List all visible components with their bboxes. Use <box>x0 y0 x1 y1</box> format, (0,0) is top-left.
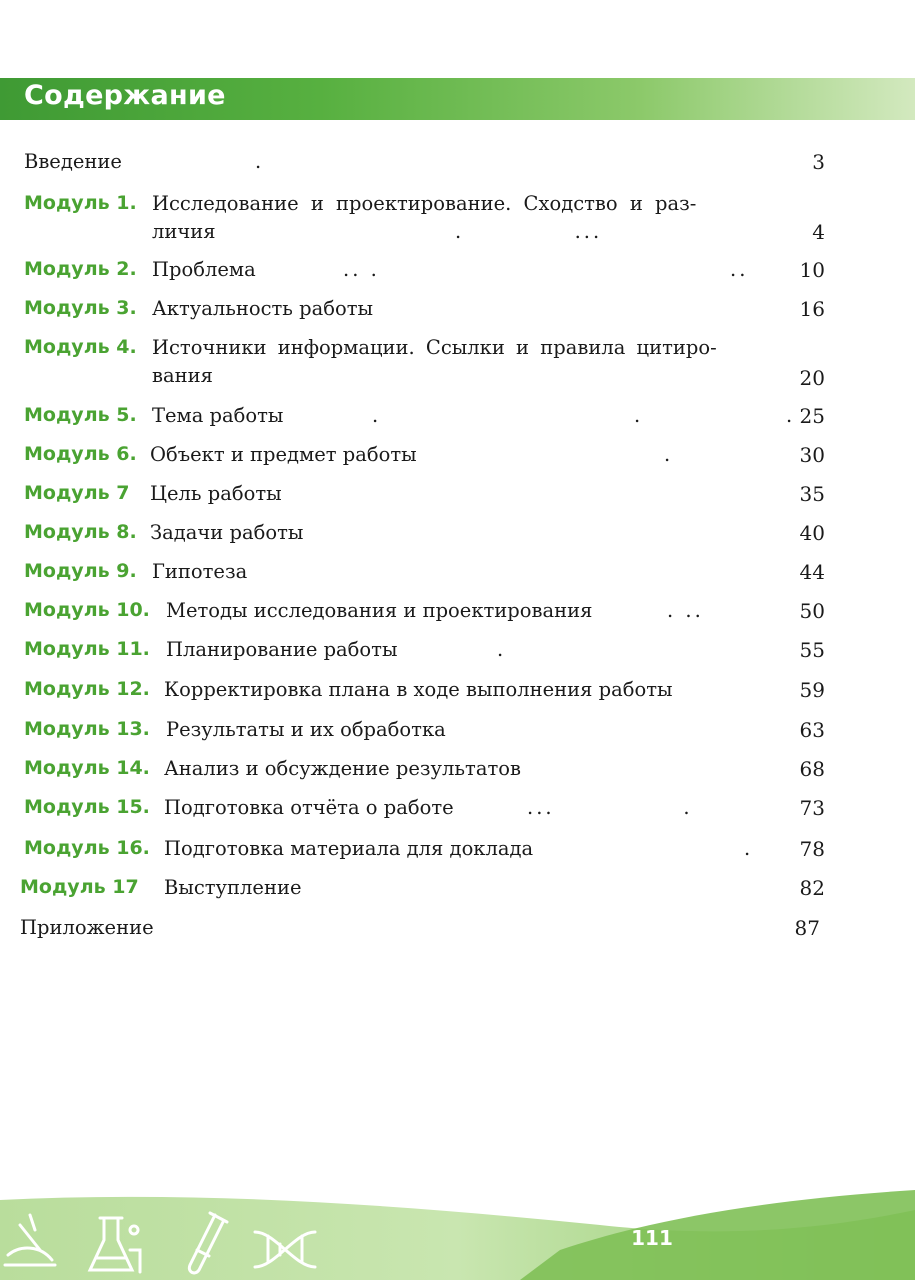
page-number: 111 <box>631 1226 673 1250</box>
module-label: Модуль 8. <box>24 521 137 543</box>
toc-entry-intro[interactable] <box>0 150 915 180</box>
module-label: Модуль 6. <box>24 443 137 465</box>
leader-dots: . <box>255 150 265 173</box>
toc-entry-title: Задачи работы <box>150 521 304 544</box>
toc-page-number: 63 <box>799 718 825 742</box>
toc-page-number: 40 <box>799 521 825 545</box>
toc-entry-module-10[interactable] <box>0 599 915 629</box>
toc-page-number: 50 <box>799 599 825 623</box>
toc-page-number: 78 <box>799 837 825 861</box>
toc-entry-module-2[interactable] <box>0 258 915 288</box>
toc-entry-module-4[interactable] <box>0 336 915 390</box>
module-label: Модуль 13. <box>24 718 150 740</box>
toc-entry-title: Корректировка плана в ходе выполнения работы <box>164 678 673 701</box>
toc-entry-title: Анализ и обсуждение результатов <box>164 757 521 780</box>
toc-page-number: 3 <box>812 150 825 174</box>
module-label: Модуль 4. <box>24 336 137 358</box>
toc-page-number: 35 <box>799 482 825 506</box>
toc-entry-title: Подготовка материала для доклада <box>164 837 534 860</box>
toc-entry-module-3[interactable] <box>0 297 915 327</box>
toc-page-number: 68 <box>799 757 825 781</box>
leader-dots: . <box>634 404 644 427</box>
toc-entry-title: Актуальность работы <box>152 297 374 320</box>
toc-entry-module-7[interactable] <box>0 482 915 512</box>
toc-entry-module-6[interactable] <box>0 443 915 473</box>
leader-dots: ... . <box>527 796 693 819</box>
module-label: Модуль 17 <box>20 876 139 898</box>
module-label: Модуль 3. <box>24 297 137 319</box>
toc-entry-module-8[interactable] <box>0 521 915 551</box>
module-label: Модуль 10. <box>24 599 150 621</box>
module-label: Модуль 2. <box>24 258 137 280</box>
leader-dots: . <box>744 837 754 860</box>
toc-entry-module-17[interactable] <box>0 876 915 906</box>
toc-page-number: 82 <box>799 876 825 900</box>
toc-entry-title: Выступление <box>164 876 302 899</box>
leader-dots: . .. <box>667 599 704 622</box>
toc-page-number: 55 <box>799 638 825 662</box>
toc-page-number: 4 <box>812 220 825 244</box>
page-title: Содержание <box>24 80 226 111</box>
leader-dots: . <box>497 638 507 661</box>
leader-dots: . <box>664 443 674 466</box>
leader-dots: .. <box>730 258 749 281</box>
toc-page-number: 73 <box>799 796 825 820</box>
toc-page-number: 44 <box>799 560 825 584</box>
module-label: Модуль 15. <box>24 796 150 818</box>
toc-entry-appendix[interactable] <box>0 916 915 946</box>
dna-icon <box>250 1222 320 1277</box>
module-label: Модуль 5. <box>24 404 137 426</box>
toc-page-number: 87 <box>794 916 820 940</box>
leader-dots: .. . <box>343 258 380 281</box>
toc-entry-title: Приложение <box>20 916 154 939</box>
toc-page-number: 30 <box>799 443 825 467</box>
module-label: Модуль 1. <box>24 192 137 214</box>
test-tube-icon <box>175 1210 230 1280</box>
toc-page-number: 20 <box>799 366 825 390</box>
module-label: Модуль 16. <box>24 837 150 859</box>
toc-page-number: 59 <box>799 678 825 702</box>
toc-entry-module-14[interactable] <box>0 757 915 787</box>
toc-entry-title: Планирование работы <box>166 638 398 661</box>
toc-entry-module-9[interactable] <box>0 560 915 590</box>
toc-entry-title: Объект и предмет работы <box>150 443 417 466</box>
module-label: Модуль 14. <box>24 757 150 779</box>
toc-entry-title: Гипотеза <box>152 560 248 583</box>
leader-dots: . <box>372 404 382 427</box>
toc-entry-title: Проблема <box>152 258 256 281</box>
toc-entry-module-16[interactable] <box>0 837 915 867</box>
leader-dots: . <box>786 404 796 427</box>
toc-page-number: 25 <box>799 404 825 428</box>
toc-entry-title-continued: вания <box>152 364 213 387</box>
leader-dots: . ... <box>455 220 603 243</box>
module-label: Модуль 12. <box>24 678 150 700</box>
flask-icon <box>82 1210 147 1280</box>
microscope-icon <box>0 1205 60 1280</box>
toc-entry-module-13[interactable] <box>0 718 915 748</box>
toc-entry-module-11[interactable] <box>0 638 915 668</box>
module-label: Модуль 11. <box>24 638 150 660</box>
toc-entry-title: Результаты и их обработка <box>166 718 446 741</box>
toc-entry-module-5[interactable] <box>0 404 915 434</box>
toc-entry-title-continued: личия <box>152 220 216 243</box>
toc-entry-title: Тема работы <box>152 404 284 427</box>
toc-entry-title: Подготовка отчёта о работе <box>164 796 454 819</box>
toc-entry-title: Цель работы <box>150 482 282 505</box>
toc-page-number: 16 <box>799 297 825 321</box>
module-label: Модуль 9. <box>24 560 137 582</box>
module-label: Модуль 7 <box>24 482 130 504</box>
toc-entry-module-15[interactable] <box>0 796 915 826</box>
toc-entry-module-1[interactable] <box>0 192 915 244</box>
toc-entry-title: Исследование и проектирование. Сходство и раз- <box>152 192 697 215</box>
toc-entry-title: Введение <box>24 150 122 173</box>
toc-entry-title: Методы исследования и проектирования <box>166 599 593 622</box>
toc-page-number: 10 <box>799 258 825 282</box>
toc-entry-title: Источники информации. Ссылки и правила цитиро- <box>152 336 717 359</box>
toc-entry-module-12[interactable] <box>0 678 915 708</box>
